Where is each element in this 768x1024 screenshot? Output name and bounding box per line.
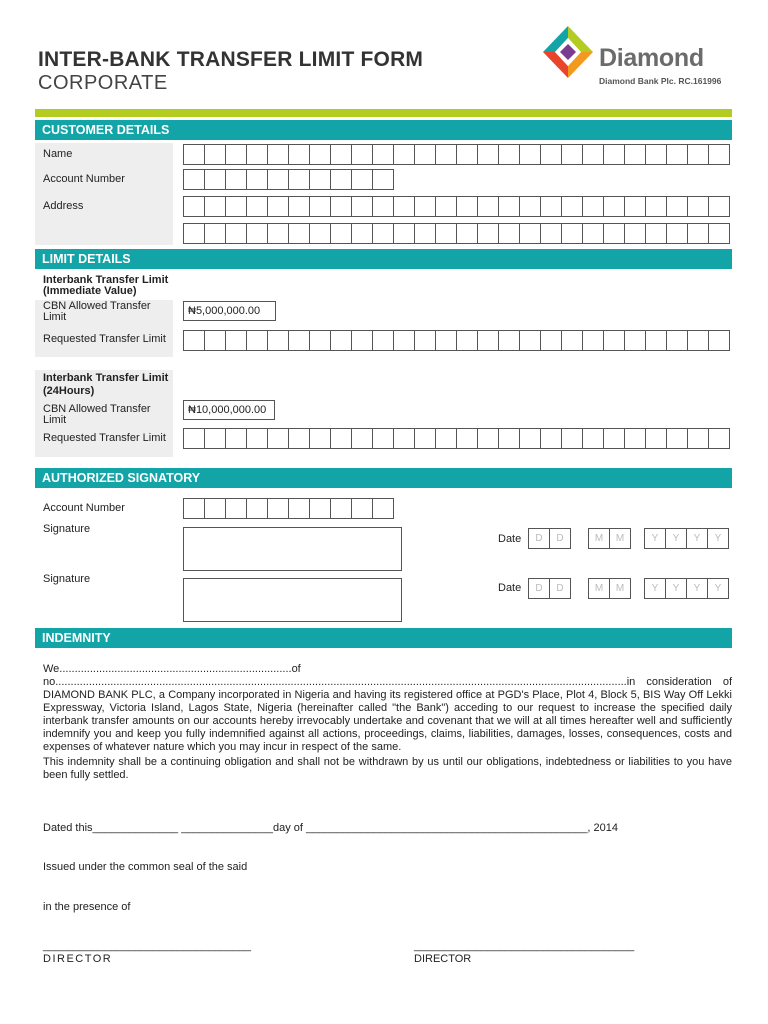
issued-under-seal-text: Issued under the common seal of the said <box>43 861 248 873</box>
indemnity-heading: INDEMNITY <box>35 628 732 648</box>
input-cell[interactable] <box>688 223 709 244</box>
input-cell[interactable] <box>373 169 394 190</box>
input-cell[interactable] <box>268 498 289 519</box>
signatory-account-label: Account Number <box>43 502 125 514</box>
input-cell[interactable] <box>331 330 352 351</box>
input-cell[interactable] <box>436 330 457 351</box>
input-cell[interactable]: Y <box>645 578 666 599</box>
in-presence-text: in the presence of <box>43 901 131 913</box>
director-label-left: DIRECTOR <box>43 953 113 965</box>
input-cell[interactable] <box>289 330 310 351</box>
input-cell[interactable] <box>625 428 646 449</box>
input-cell[interactable] <box>394 428 415 449</box>
input-cell[interactable] <box>520 196 541 217</box>
input-cell[interactable]: Y <box>666 578 687 599</box>
input-cell[interactable] <box>478 223 499 244</box>
input-cell[interactable] <box>499 223 520 244</box>
input-cell[interactable] <box>331 169 352 190</box>
logo-registration: Diamond Bank Plc. RC.161996 <box>599 76 722 86</box>
input-cell[interactable] <box>520 223 541 244</box>
input-cell[interactable] <box>688 428 709 449</box>
input-cell[interactable] <box>268 169 289 190</box>
director-signature-line-right: ____________________________________ <box>414 940 635 952</box>
input-cell[interactable] <box>310 498 331 519</box>
input-cell[interactable] <box>541 196 562 217</box>
signature-box-2[interactable] <box>183 578 402 622</box>
input-cell[interactable] <box>583 223 604 244</box>
address-field-line1[interactable] <box>183 196 730 217</box>
input-cell[interactable] <box>310 223 331 244</box>
daily-requested-label: Requested Transfer Limit <box>43 432 166 444</box>
input-cell[interactable] <box>646 144 667 165</box>
authorized-signatory-heading: AUTHORIZED SIGNATORY <box>35 468 732 488</box>
input-cell[interactable] <box>226 169 247 190</box>
date-month-field-1[interactable] <box>588 528 631 549</box>
input-cell[interactable] <box>541 428 562 449</box>
input-cell[interactable] <box>310 196 331 217</box>
input-cell[interactable] <box>625 196 646 217</box>
input-cell[interactable] <box>520 144 541 165</box>
input-cell[interactable] <box>709 330 730 351</box>
input-cell[interactable] <box>457 196 478 217</box>
input-cell[interactable] <box>373 330 394 351</box>
input-cell[interactable] <box>310 428 331 449</box>
input-cell[interactable] <box>373 498 394 519</box>
input-cell[interactable] <box>436 223 457 244</box>
input-cell[interactable] <box>394 196 415 217</box>
input-cell[interactable] <box>352 498 373 519</box>
input-cell[interactable] <box>478 196 499 217</box>
input-cell[interactable]: Y <box>687 528 708 549</box>
input-cell[interactable] <box>331 498 352 519</box>
input-cell[interactable] <box>268 223 289 244</box>
daily-cbn-value: ₦10,000,000.00 <box>183 400 275 420</box>
input-cell[interactable] <box>289 223 310 244</box>
input-cell[interactable] <box>184 428 205 449</box>
input-cell[interactable]: Y <box>708 578 729 599</box>
limit-details-heading: LIMIT DETAILS <box>35 249 732 269</box>
date-day-field-2[interactable] <box>528 578 571 599</box>
input-cell[interactable] <box>415 428 436 449</box>
input-cell[interactable] <box>289 498 310 519</box>
name-field[interactable] <box>183 144 730 165</box>
input-cell[interactable]: Y <box>666 528 687 549</box>
name-label: Name <box>43 148 73 160</box>
input-cell[interactable]: D <box>550 528 571 549</box>
input-cell[interactable] <box>331 196 352 217</box>
daily-cbn-label: CBN Allowed Transfer Limit <box>43 403 151 426</box>
input-cell[interactable] <box>562 330 583 351</box>
input-cell[interactable] <box>247 498 268 519</box>
input-cell[interactable] <box>478 428 499 449</box>
input-cell[interactable] <box>583 428 604 449</box>
logo-wordmark: Diamond <box>599 44 704 72</box>
input-cell[interactable] <box>205 169 226 190</box>
date-year-field-1[interactable] <box>644 528 729 549</box>
immediate-cbn-label: CBN Allowed Transfer Limit <box>43 300 151 323</box>
input-cell[interactable] <box>289 144 310 165</box>
input-cell[interactable] <box>604 196 625 217</box>
input-cell[interactable] <box>625 223 646 244</box>
input-cell[interactable] <box>604 428 625 449</box>
input-cell[interactable] <box>541 330 562 351</box>
input-cell[interactable] <box>562 428 583 449</box>
input-cell[interactable] <box>604 223 625 244</box>
input-cell[interactable] <box>667 144 688 165</box>
input-cell[interactable] <box>541 144 562 165</box>
input-cell[interactable]: M <box>589 528 610 549</box>
input-cell[interactable] <box>394 330 415 351</box>
input-cell[interactable] <box>184 223 205 244</box>
input-cell[interactable] <box>205 144 226 165</box>
input-cell[interactable]: D <box>529 528 550 549</box>
input-cell[interactable] <box>520 428 541 449</box>
input-cell[interactable] <box>247 330 268 351</box>
input-cell[interactable] <box>331 144 352 165</box>
input-cell[interactable] <box>478 330 499 351</box>
input-cell[interactable] <box>310 169 331 190</box>
input-cell[interactable]: D <box>529 578 550 599</box>
input-cell[interactable] <box>436 144 457 165</box>
input-cell[interactable] <box>457 144 478 165</box>
signature-box-1[interactable] <box>183 527 402 571</box>
director-label-right: DIRECTOR <box>414 953 472 965</box>
input-cell[interactable] <box>226 498 247 519</box>
input-cell[interactable] <box>247 169 268 190</box>
input-cell[interactable] <box>289 428 310 449</box>
input-cell[interactable] <box>499 144 520 165</box>
input-cell[interactable] <box>184 144 205 165</box>
header-divider <box>35 109 732 117</box>
input-cell[interactable] <box>205 498 226 519</box>
indemnity-paragraph-2: This indemnity shall be a continuing obligation and shall not be withdrawn by us until our obligations, indebtedness or liabilities to you have been fully settled. <box>43 756 732 781</box>
input-cell[interactable] <box>604 330 625 351</box>
input-cell[interactable] <box>268 428 289 449</box>
input-cell[interactable] <box>373 428 394 449</box>
input-cell[interactable]: Y <box>645 528 666 549</box>
input-cell[interactable] <box>310 144 331 165</box>
immediate-requested-label: Requested Transfer Limit <box>43 333 166 345</box>
input-cell[interactable] <box>373 196 394 217</box>
form-title: INTER-BANK TRANSFER LIMIT FORM <box>38 48 424 71</box>
input-cell[interactable] <box>625 144 646 165</box>
input-cell[interactable] <box>415 196 436 217</box>
signature-label-1: Signature <box>43 523 91 535</box>
input-cell[interactable] <box>352 169 373 190</box>
input-cell[interactable] <box>205 330 226 351</box>
input-cell[interactable] <box>247 223 268 244</box>
input-cell[interactable] <box>709 428 730 449</box>
input-cell[interactable] <box>499 330 520 351</box>
input-cell[interactable] <box>226 223 247 244</box>
input-cell[interactable] <box>583 330 604 351</box>
immediate-requested-field[interactable] <box>183 330 730 351</box>
input-cell[interactable] <box>394 223 415 244</box>
input-cell[interactable] <box>457 428 478 449</box>
date-day-field-1[interactable] <box>528 528 571 549</box>
input-cell[interactable] <box>646 330 667 351</box>
input-cell[interactable] <box>520 330 541 351</box>
address-label: Address <box>43 200 84 212</box>
input-cell[interactable] <box>709 223 730 244</box>
account-number-label: Account Number <box>43 173 125 185</box>
input-cell[interactable] <box>646 428 667 449</box>
input-cell[interactable] <box>667 223 688 244</box>
input-cell[interactable] <box>184 498 205 519</box>
input-cell[interactable] <box>247 144 268 165</box>
input-cell[interactable] <box>226 428 247 449</box>
input-cell[interactable] <box>394 144 415 165</box>
diamond-logo-icon <box>543 26 593 78</box>
input-cell[interactable]: D <box>550 578 571 599</box>
input-cell[interactable] <box>184 330 205 351</box>
input-cell[interactable] <box>436 428 457 449</box>
input-cell[interactable] <box>688 330 709 351</box>
input-cell[interactable] <box>667 196 688 217</box>
input-cell[interactable] <box>562 223 583 244</box>
form-subtitle: CORPORATE <box>38 72 168 94</box>
input-cell[interactable] <box>289 169 310 190</box>
input-cell[interactable] <box>709 144 730 165</box>
address-field-line2[interactable] <box>183 223 730 244</box>
input-cell[interactable] <box>310 330 331 351</box>
input-cell[interactable] <box>331 223 352 244</box>
daily-requested-field[interactable] <box>183 428 730 449</box>
input-cell[interactable]: M <box>610 528 631 549</box>
immediate-cbn-value: ₦5,000,000.00 <box>183 301 276 321</box>
input-cell[interactable] <box>268 196 289 217</box>
input-cell[interactable] <box>667 428 688 449</box>
input-cell[interactable] <box>478 144 499 165</box>
input-cell[interactable] <box>415 330 436 351</box>
input-cell[interactable] <box>184 196 205 217</box>
input-cell[interactable] <box>268 330 289 351</box>
input-cell[interactable] <box>709 196 730 217</box>
customer-details-heading: CUSTOMER DETAILS <box>35 120 732 140</box>
input-cell[interactable] <box>688 144 709 165</box>
input-cell[interactable] <box>436 196 457 217</box>
account-number-field[interactable] <box>183 169 394 190</box>
input-cell[interactable] <box>499 196 520 217</box>
input-cell[interactable] <box>583 196 604 217</box>
input-cell[interactable]: Y <box>708 528 729 549</box>
daily-limit-heading: Interbank Transfer Limit (24Hours) <box>43 372 169 397</box>
input-cell[interactable] <box>352 144 373 165</box>
input-cell[interactable] <box>289 196 310 217</box>
input-cell[interactable] <box>499 428 520 449</box>
input-cell[interactable] <box>352 223 373 244</box>
signature-label-2: Signature <box>43 573 91 585</box>
input-cell[interactable] <box>268 144 289 165</box>
input-cell[interactable] <box>667 330 688 351</box>
date-label-2: Date <box>498 582 522 594</box>
input-cell[interactable] <box>226 330 247 351</box>
input-cell[interactable]: M <box>610 578 631 599</box>
input-cell[interactable] <box>604 144 625 165</box>
input-cell[interactable] <box>226 144 247 165</box>
input-cell[interactable] <box>562 144 583 165</box>
input-cell[interactable] <box>457 330 478 351</box>
input-cell[interactable] <box>541 223 562 244</box>
input-cell[interactable] <box>415 144 436 165</box>
input-cell[interactable] <box>205 223 226 244</box>
input-cell[interactable] <box>646 196 667 217</box>
dated-line: Dated this______________ _______________day of ______________________________________________, 2014 <box>43 822 619 834</box>
input-cell[interactable] <box>247 428 268 449</box>
date-month-field-2[interactable] <box>588 578 631 599</box>
input-cell[interactable]: M <box>589 578 610 599</box>
input-cell[interactable] <box>352 196 373 217</box>
input-cell[interactable] <box>331 428 352 449</box>
date-label-1: Date <box>498 533 522 545</box>
input-cell[interactable] <box>247 196 268 217</box>
input-cell[interactable] <box>562 196 583 217</box>
input-cell[interactable] <box>646 223 667 244</box>
input-cell[interactable] <box>352 428 373 449</box>
input-cell[interactable] <box>688 196 709 217</box>
input-cell[interactable] <box>373 144 394 165</box>
input-cell[interactable] <box>226 196 247 217</box>
input-cell[interactable] <box>205 428 226 449</box>
input-cell[interactable] <box>373 223 394 244</box>
input-cell[interactable] <box>625 330 646 351</box>
input-cell[interactable] <box>184 169 205 190</box>
immediate-limit-heading: Interbank Transfer Limit (Immediate Value) <box>43 274 169 297</box>
director-signature-line-left: __________________________________ <box>43 940 252 952</box>
input-cell[interactable] <box>457 223 478 244</box>
input-cell[interactable]: Y <box>687 578 708 599</box>
input-cell[interactable] <box>583 144 604 165</box>
input-cell[interactable] <box>352 330 373 351</box>
signatory-account-field[interactable] <box>183 498 394 519</box>
input-cell[interactable] <box>415 223 436 244</box>
date-year-field-2[interactable] <box>644 578 729 599</box>
input-cell[interactable] <box>205 196 226 217</box>
indemnity-paragraph-1: We............................................................................of no...........................................................................................................................................................................................in consideration of DIAMOND BANK PLC, a Company incorporated in Nigeria and having its registered office at PGD's Place, Plot 4, Block 5, BIS Way Off Lekki Expressway, Victoria Island, Lagos State, Nigeria (hereinafter called "the Bank") acceding to our request to increase the specified daily interbank transfer amounts on our accounts hereby irrevocably undertake and covenant that we will at all times hereafter well and sufficiently indemnify you and keep you fully indemnified against all actions, proceedings, claims, liabilities, damages, losses, consequences, costs and expenses of whatever nature which you may incur in respect of the same. <box>43 663 732 753</box>
